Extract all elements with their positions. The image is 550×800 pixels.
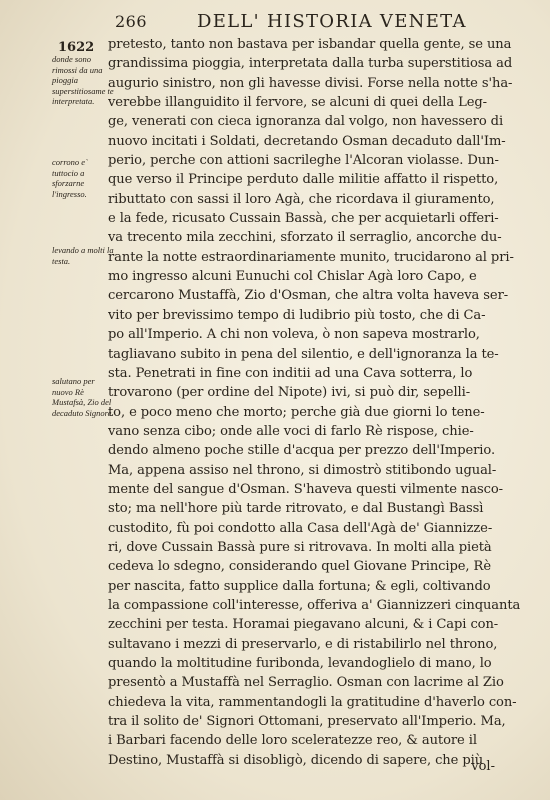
text-line: ri, dove Cussain Bassà pure si ritrovava. In molti alla pietà: [108, 539, 492, 555]
text-line: mo ingresso alcuni Eunuchi col Chislar Agà loro Capo, e: [108, 269, 477, 285]
text-line: pretesto, tanto non bastava per isbandar quella gente, se una: [108, 37, 512, 52]
text-line: ributtato con sassi il loro Agà, che ricordava il giuramento,: [108, 191, 495, 207]
text-line: sta. Penetrati in fine con inditii ad una Cava sotterra, lo: [108, 365, 473, 381]
margin-year: 1622: [58, 40, 95, 55]
margin-note: levando a molti la testa.: [52, 245, 114, 266]
text-line: vano senza cibo; onde alle voci di farlo Rè rispose, chie-: [108, 423, 474, 439]
margin-note: donde sono rimossi da una pioggia superstitiosame te interpretata.: [52, 54, 114, 106]
text-line: zecchini per testa. Horamai piegavano alcuni, & i Capi con-: [108, 617, 499, 633]
text-line: quando la moltitudine furibonda, levandoglielo di mano, lo: [108, 656, 492, 671]
text-line: chiedeva la vita, rammentandogli la gratitudine d'haverlo con-: [108, 694, 517, 710]
text-line: sultavano i mezzi di preservarlo, e di ristabilirlo nel throno,: [108, 636, 498, 652]
running-head: DELL' HISTORIA VENETA: [197, 11, 467, 32]
text-line: que verso il Principe perduto dalle militie affatto il rispetto,: [108, 172, 499, 188]
text-line: vito per brevissimo tempo di ludibrio più tosto, che di Ca-: [108, 307, 486, 323]
catchword: vol-: [471, 759, 495, 774]
text-line: augurio sinistro, non gli havesse divisi. Forse nella notte s'ha-: [108, 75, 513, 91]
text-line: mente del sangue d'Osman. S'haveva questi vilmente nasco-: [108, 481, 504, 497]
text-line: cedeva lo sdegno, considerando quel Giovane Principe, Rè: [108, 559, 491, 575]
text-line: rante la notte estraordinariamente munito, trucidarono al pri-: [108, 249, 514, 265]
text-line: nuovo incitati i Soldati, decretando Osman decaduto dall'Im-: [108, 133, 506, 149]
page-header: [115, 12, 535, 36]
text-line: to, e poco meno che morto; perche già due giorni lo tene-: [108, 404, 485, 420]
text-line: grandissima pioggia, interpretata dalla turba superstitiosa ad: [108, 56, 513, 72]
text-line: verebbe illanguidito il fervore, se alcuni di quei della Leg-: [108, 95, 487, 111]
text-line: tagliavano subito in pena del silentio, e dell'ignoranza la te-: [108, 346, 499, 362]
margin-note: corrono e` tuttocio a sforzarne l'ingresso.: [52, 157, 88, 199]
text-line: po all'Imperio. A chi non voleva, ò non sapeva mostrarlo,: [108, 327, 480, 343]
text-line: Destino, Mustaffà si disobligò, dicendo di sapere, che più: [108, 752, 484, 768]
text-line: i Barbari facendo delle loro sceleratezze reo, & autore il: [108, 733, 477, 749]
text-line: perio, perche con attioni sacrileghe l'Alcoran violasse. Dun-: [108, 153, 499, 169]
text-line: presentò a Mustaffà nel Serraglio. Osman con lacrime al Zio: [108, 675, 504, 691]
text-line: ge, venerati con cieca ignoranza dal volgo, non havessero di: [108, 114, 504, 130]
text-line: tra il solito de' Signori Ottomani, preservato all'Imperio. Ma,: [108, 714, 506, 730]
text-line: cercarono Mustaffà, Zio d'Osman, che altra volta haveva ser-: [108, 288, 509, 304]
text-line: la compassione coll'interesse, offeriva a' Giannizzeri cinquanta: [108, 597, 521, 613]
text-line: trovarono (per ordine del Nipote) ivi, si può dir, sepelli-: [108, 385, 471, 401]
text-line: dendo almeno poche stille d'acqua per prezzo dell'Imperio.: [108, 443, 496, 459]
text-line: va trecento mila zecchini, sforzato il serraglio, ancorche du-: [108, 230, 502, 246]
text-line: e la fede, ricusato Cussain Bassà, che per acquietarli offeri-: [108, 211, 499, 227]
text-line: custodito, fù poi condotto alla Casa dell'Agà de' Giannizze-: [108, 520, 493, 536]
margin-note: salutano per nuovo Rè Mustafsà, Zio del decaduto Signore.: [52, 376, 114, 418]
page-number: 266: [115, 12, 148, 31]
margin-notes: [52, 0, 112, 800]
text-line: sto; ma nell'hore più tarde ritrovato, e dal Bustangì Bassì: [108, 501, 484, 517]
text-line: per nascita, fatto supplice dalla fortuna; & egli, coltivando: [108, 578, 491, 594]
text-line: Ma, appena assiso nel throno, si dimostrò stitibondo ugual-: [108, 462, 497, 478]
body-text: [108, 35, 533, 770]
